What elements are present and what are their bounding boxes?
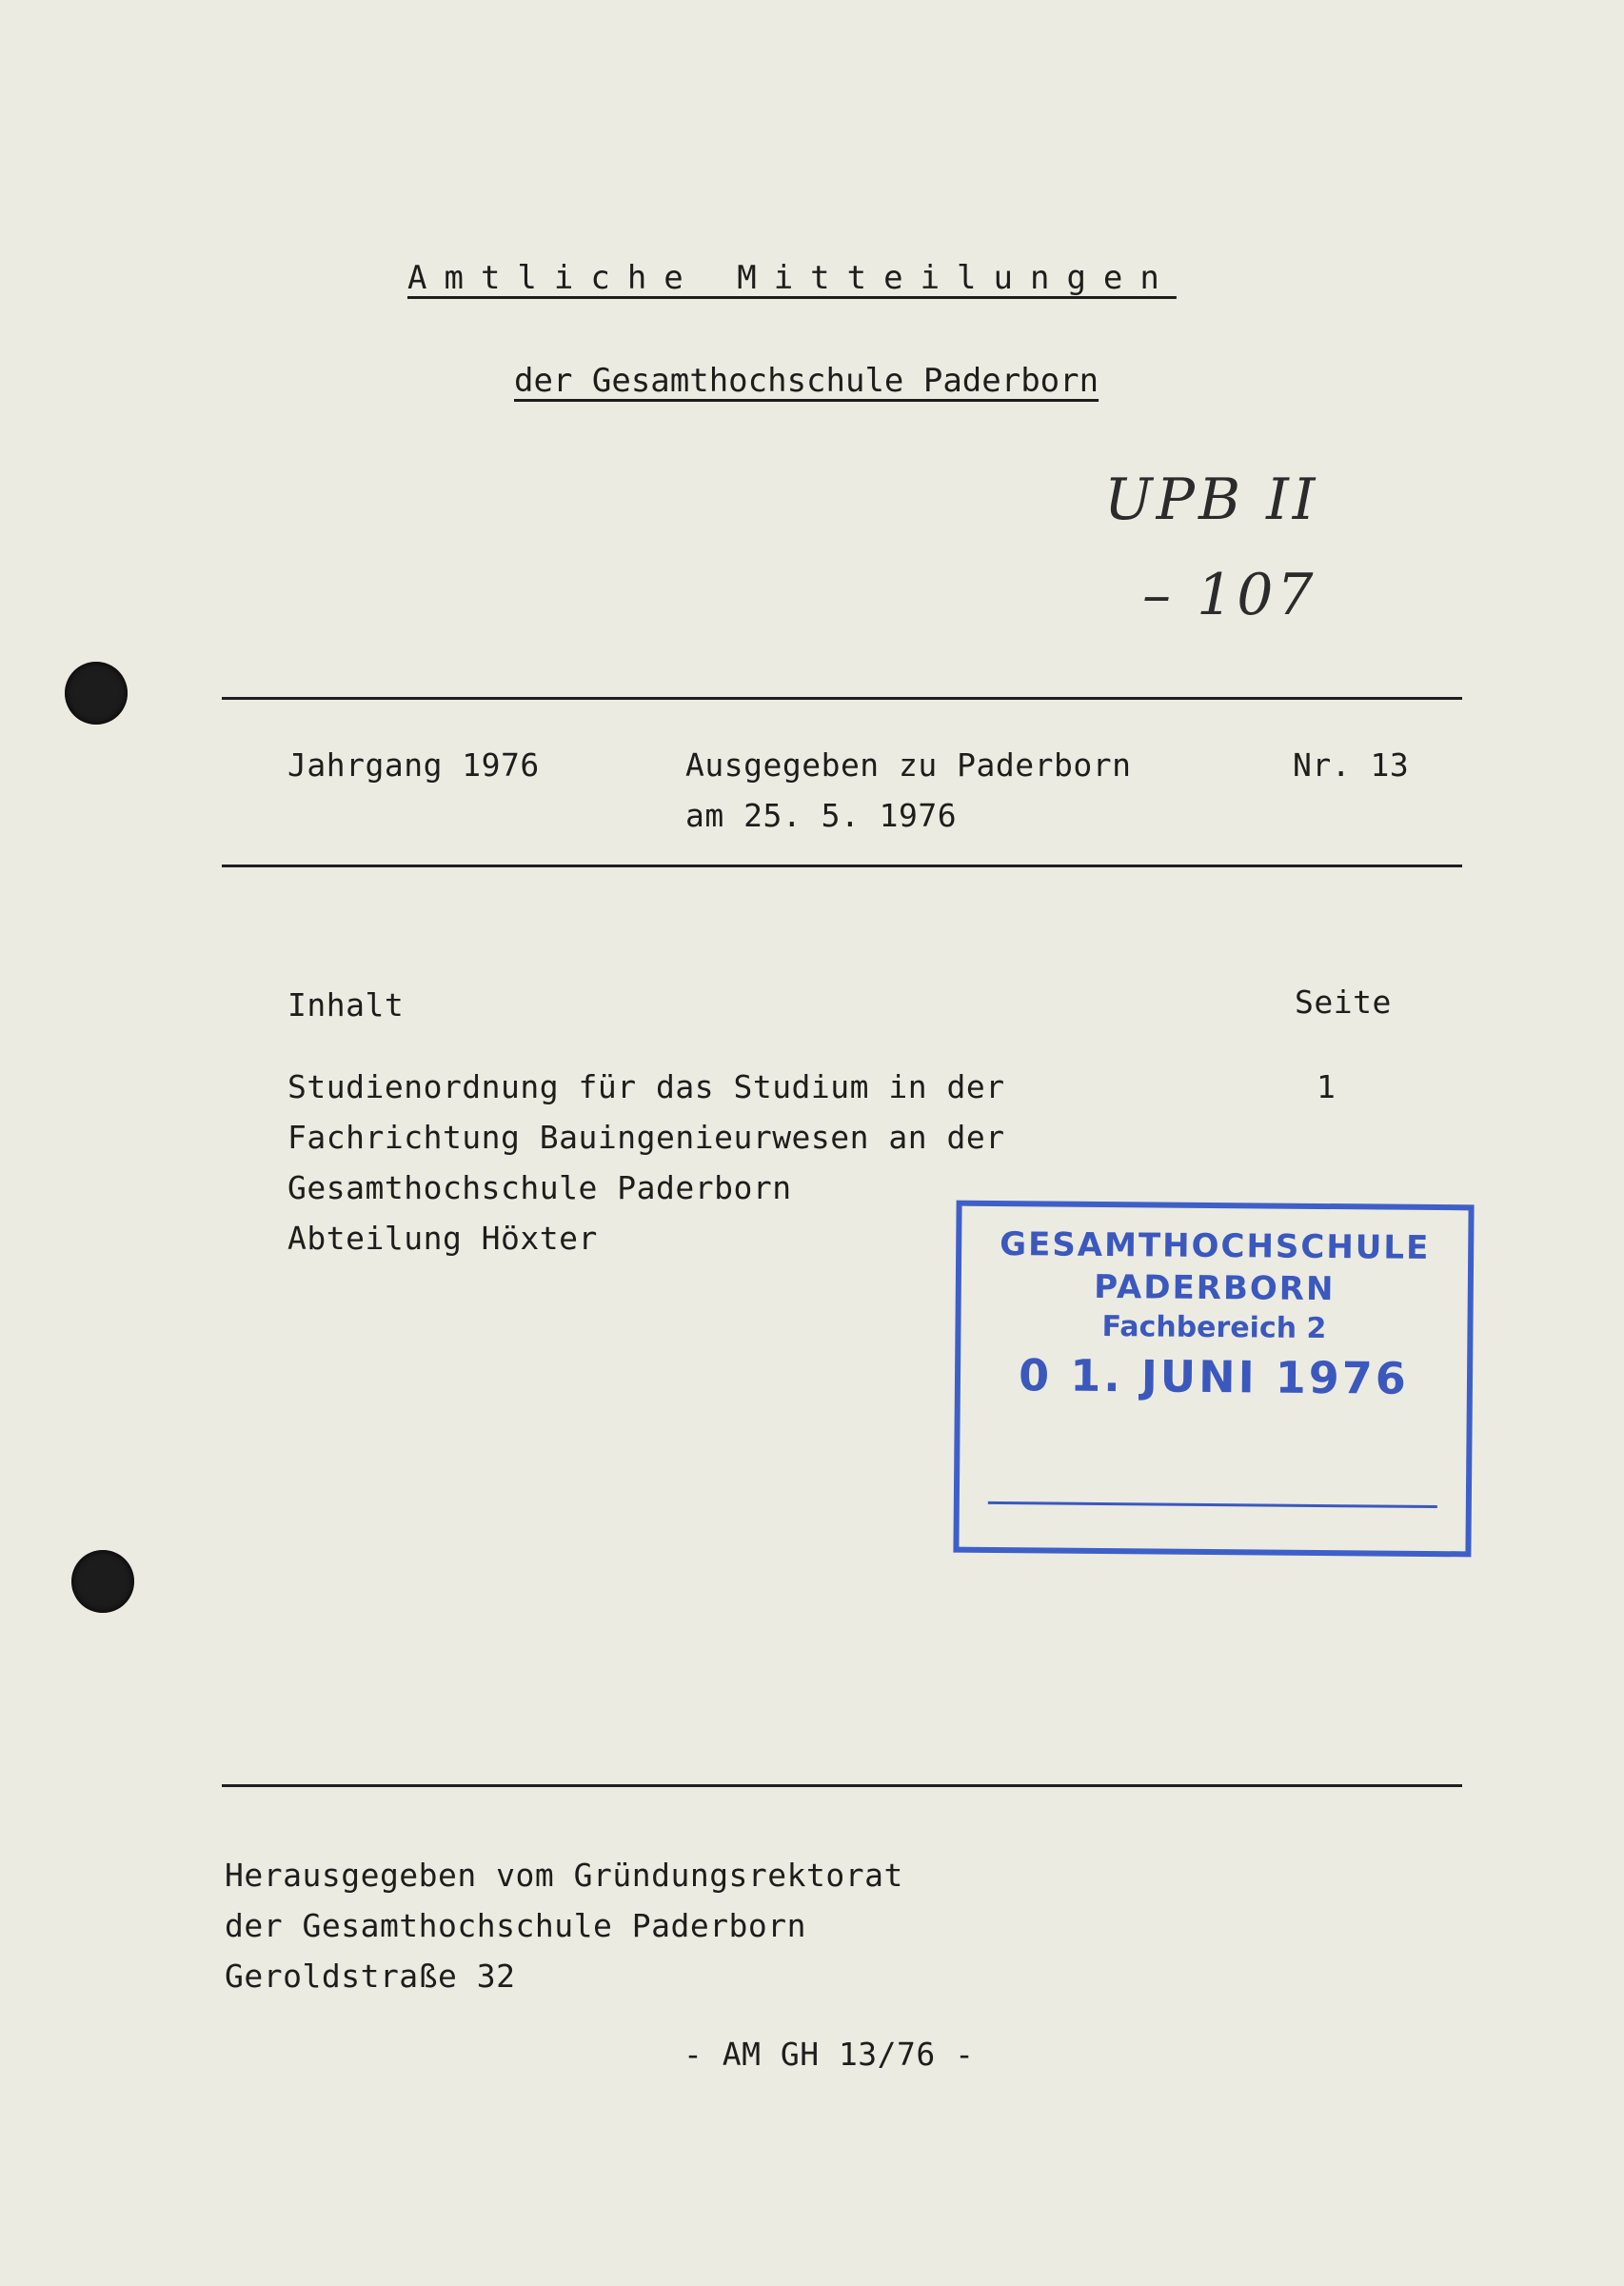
contents-entry-line: Studienordnung für das Studium in der [287,1068,1005,1105]
publisher-line: Herausgegeben vom Gründungsrektorat [225,1857,903,1894]
contents-heading: Inhalt [287,986,405,1024]
divider [222,697,1462,700]
issued-date: am 25. 5. 1976 [685,797,958,834]
stamp-date: 0 1. JUNI 1976 [1018,1349,1410,1404]
issued-place: Ausgegeben zu Paderborn [685,746,1132,784]
publisher-line: der Gesamthochschule Paderborn [225,1907,807,1944]
document-subtitle: der Gesamthochschule Paderborn [514,362,1099,400]
contents-entry-page: 1 [1317,1068,1337,1105]
issue-number: Nr. 13 [1293,746,1410,784]
stamp-signature-line [988,1501,1437,1508]
publisher-address: Geroldstraße 32 [225,1958,516,1995]
contents-entry-line: Abteilung Höxter [287,1220,598,1257]
punch-hole [65,662,128,725]
archive-annotation: UPB II [1104,467,1319,533]
punch-hole [71,1550,134,1613]
divider [222,1784,1462,1787]
archive-annotation-number: – 107 [1142,562,1317,628]
stamp-city: PADERBORN [1094,1267,1336,1309]
stamp-institution: GESAMTHOCHSCHULE [999,1225,1431,1267]
stamp-department: Fachbereich 2 [1101,1309,1327,1346]
year-label: Jahrgang 1976 [287,746,540,784]
receipt-stamp [953,1201,1474,1558]
document-reference: - AM GH 13/76 - [683,2036,975,2073]
contents-entry-line: Gesamthochschule Paderborn [287,1169,792,1206]
contents-entry-line: Fachrichtung Bauingenieurwesen an der [287,1119,1005,1156]
divider [222,865,1462,867]
page-heading: Seite [1295,984,1392,1021]
document-title: Amtliche Mitteilungen [407,259,1177,297]
